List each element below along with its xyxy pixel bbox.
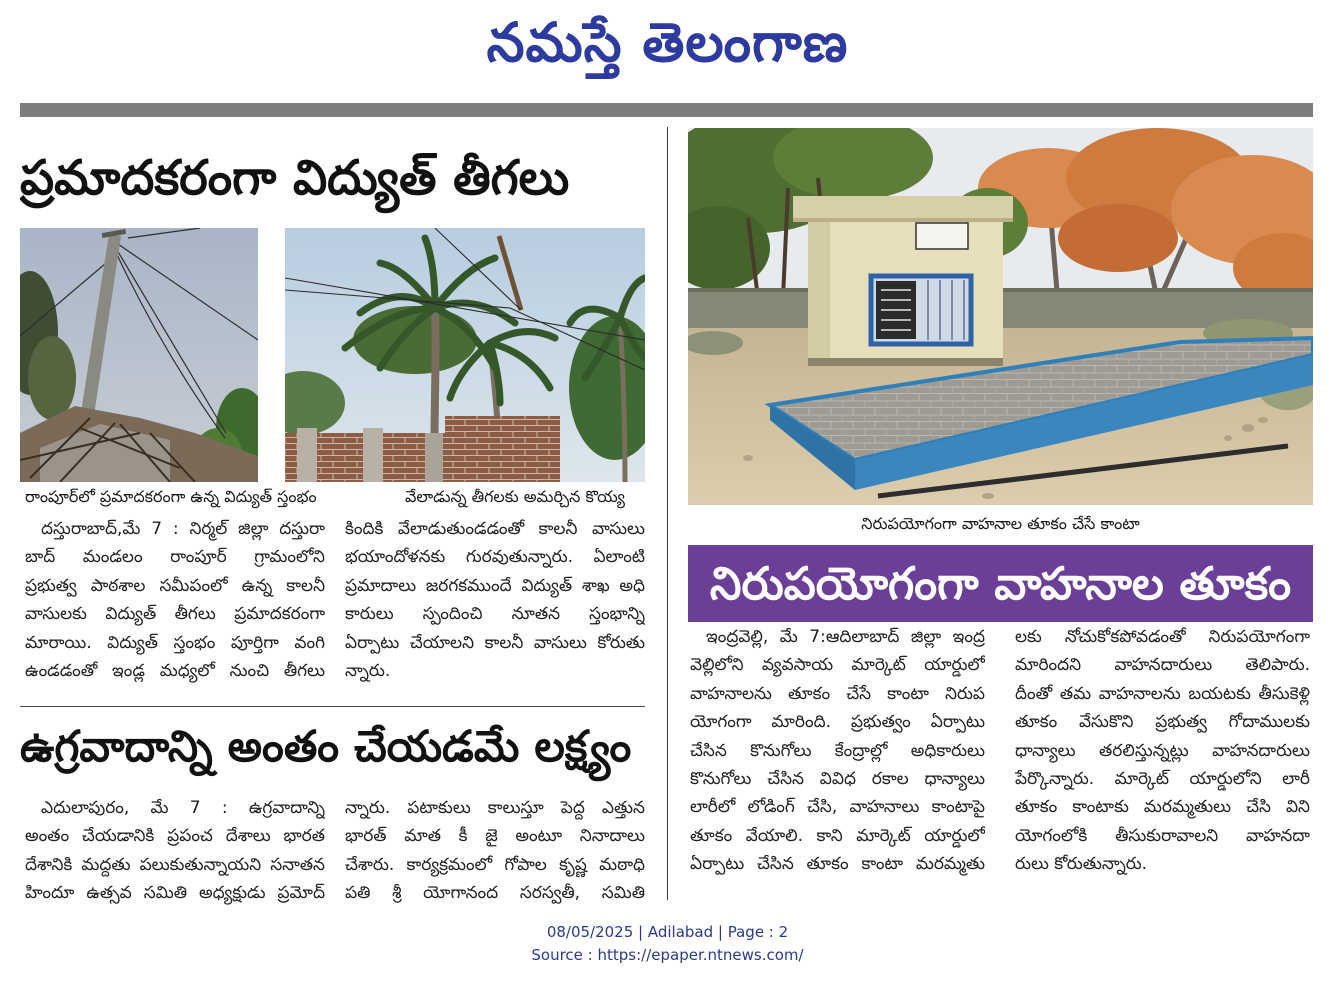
text-line: దస్తురాబాద్,మే 7 : నిర్మల్ జిల్లా దస్తురా (41, 519, 325, 539)
article-column (25, 515, 325, 685)
text-line: లారీలో లోడింగ్ చేసి, వాహనాలు కాంటాపై (690, 797, 985, 818)
text-line: కొనుగోలు చేసిన వివిధ రకాల ధాన్యాలు (690, 768, 985, 789)
masthead-title: నమస్తే తెలంగాణ (486, 11, 849, 74)
text-line: యోగంలోకి తీసుకురావాలని వాహనదా (1015, 825, 1310, 846)
text-line: పేర్కొన్నారు. మార్కెట్ యార్డులోని లారీ (1015, 768, 1310, 789)
text-line: చేశారు. కార్యక్రమంలో గోపాల కృష్ణ మఠాధి (345, 854, 645, 875)
photo-wires-with-wooden-stick (285, 228, 645, 482)
text-line: ఎదులాపురం, మే 7 : ఉగ్రవాదాన్ని (41, 798, 325, 818)
headline-power-lines: ప్రమాదకరంగా విద్యుత్ తీగలు (20, 150, 570, 206)
article-column (690, 623, 985, 879)
cabin-sign-board (916, 223, 968, 249)
text-line: చేసిన కొనుగోలు కేంద్రాల్లో అధికారులు (690, 740, 985, 761)
text-line: భయాందోళనకు గురవుతున్నారు. ఏలాంటి (345, 547, 645, 568)
text-line: ప్రభుత్వ పాఠశాల సమీపంలో ఉన్న కాలనీ (25, 575, 325, 596)
text-line: లకు నోచుకోకపోవడంతో నిరుపయోగంగా (1015, 627, 1310, 647)
text-line: ధాన్యాలు తరలిస్తున్నట్లు వాహనదారులు (1015, 740, 1310, 761)
text-line: ఉండడంతో ఇండ్ల మధ్యలో నుంచి తీగలు (25, 660, 325, 681)
text-line: వెల్లిలోని వ్యవసాయ మార్కెట్ యార్డులో (690, 655, 985, 676)
footer-edition-line: 08/05/2025 | Adilabad | Page : 2 (546, 923, 789, 941)
column-divider (667, 127, 668, 900)
footer-source-line: Source : https://epaper.ntnews.com/ (531, 946, 804, 964)
masthead-rule (20, 103, 1313, 117)
text-line: న్నారు. (345, 660, 391, 681)
text-line: కారులు స్పందించి నూతన స్తంభాన్ని (345, 604, 645, 625)
text-line: యోగంగా మారింది. ప్రభుత్వం ఏర్పాటు (690, 712, 985, 733)
text-line: తూకం వేయాలి. కాని మార్కెట్ యార్డులో (690, 825, 985, 846)
text-line: హిందూ ఉత్సవ సమితి అధ్యక్షుడు ప్రమోద్ (25, 883, 325, 904)
headline-weighbridge: నిరుపయోగంగా వాహనాల తూకం (709, 557, 1292, 610)
text-line: ప్రమాదాలు జరగకముందే విద్యుత్ శాఖ అధి (345, 575, 645, 596)
text-line: మారాయి. విద్యుత్ స్తంభం పూర్తిగా వంగి (25, 632, 325, 653)
text-line: వాసులకు విద్యుత్ తీగలు ప్రమాదకరంగా (25, 604, 325, 625)
photo-caption: నిరుపయోగంగా వాహనాల తూకం చేసే కాంటా (861, 514, 1140, 533)
text-line: దేశానికి మద్దతు పలుకుతున్నాయని సనాతన (25, 854, 325, 875)
photo-caption: రాంపూర్‌లో ప్రమాదకరంగా ఉన్న విద్యుత్ స్తంభం (25, 487, 317, 506)
headline-banner (688, 545, 1313, 622)
photo-leaning-electric-pole (20, 228, 258, 482)
photo-caption: వేలాడున్న తీగలకు అమర్చిన కొయ్య (405, 487, 625, 506)
section-divider (20, 706, 645, 707)
headline-end-terrorism: ఉగ్రవాదాన్ని అంతం చేయడమే లక్ష్యం (20, 722, 632, 772)
text-line: భారత్ మాత కీ జై అంటూ నినాదాలు (345, 826, 645, 847)
text-line: రులు కోరుతున్నారు. (1015, 854, 1148, 875)
text-line: అంతం చేయడానికి ప్రపంచ దేశాలు భారత (25, 826, 325, 847)
text-line: పతి శ్రీ యోగానంద సరస్వతీ, సమితి (345, 883, 645, 904)
text-line: వాహనాలను తూకం చేసే కాంటా నిరుప (690, 683, 985, 704)
text-line: బాద్ మండలం రాంపూర్ గ్రామంలోని (25, 547, 325, 568)
text-line: ఏర్పాటు చేసిన తూకం కాంటా మరమ్మతు (690, 854, 985, 875)
weighbridge-cabin (793, 196, 1013, 366)
text-line: ఏర్పాటు చేయాలని కాలనీ వాసులు కోరుతు (345, 632, 645, 653)
text-line: దీంతో తమ వాహనాలను బయటకు తీసుకెళ్లి (1015, 683, 1310, 704)
text-line: మారిందని వాహనదారులు తెలిపారు. (1015, 655, 1310, 676)
text-line: తూకం వేసుకొని ప్రభుత్వ గోదాములకు (1015, 712, 1310, 733)
photo-unused-weighbridge (688, 128, 1313, 505)
text-line: న్నారు. పటాకులు కాలుస్తూ పెద్ద ఎత్తున (345, 798, 645, 818)
article-column (25, 794, 325, 908)
article-column (345, 515, 645, 685)
text-line: తూకం కాంటాకు మరమ్మతులు చేసి విని (1015, 797, 1310, 818)
text-line: ఇంద్రవెల్లి, మే 7:ఆదిలాబాద్ జిల్లా ఇంద్ర (706, 627, 985, 647)
article-column (345, 794, 645, 908)
article-column (1015, 623, 1310, 879)
text-line: కిందికి వేలాడుతుండడంతో కాలనీ వాసులు (345, 519, 645, 539)
